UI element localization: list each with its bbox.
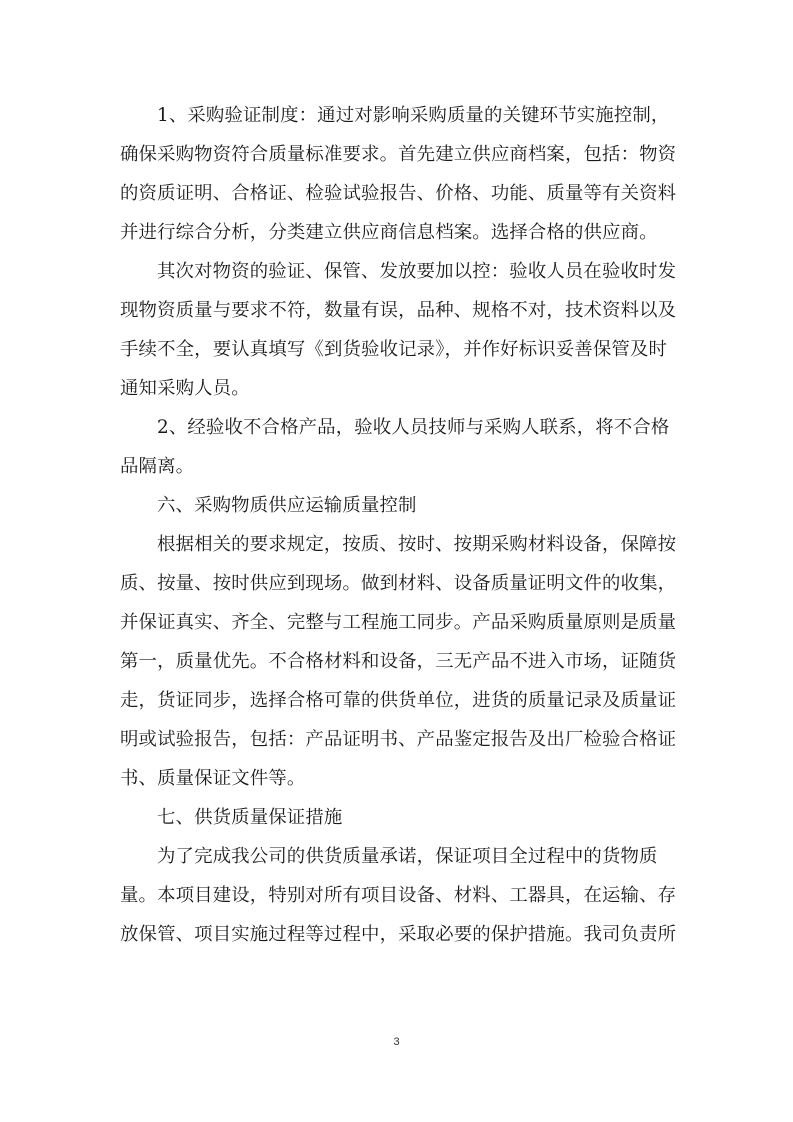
text-line: 质、按量、按时供应到现场。做到材料、设备质量证明文件的收集， — [120, 573, 677, 594]
text-line: 书、质量保证文件等。 — [120, 768, 306, 789]
text-line: 2、经验收不合格产品，验收人员技师与采购人联系，将不合格 — [157, 417, 670, 438]
section-heading: 七、供货质量保证措施 — [157, 807, 343, 828]
text-line: 第一，质量优先。不合格材料和设备，三无产品不进入市场，证随货 — [120, 651, 677, 672]
text-line: 手续不全，要认真填写《到货验收记录》，并作好标识妥善保管及时 — [120, 339, 668, 360]
text-line: 量。本项目建设，特别对所有项目设备、材料、工器具，在运输、存 — [120, 885, 677, 906]
document-body — [120, 96, 675, 954]
text-line: 的资质证明、合格证、检验试验报告、价格、功能、质量等有关资料 — [120, 183, 677, 204]
text-line: 品隔离。 — [120, 456, 195, 477]
text-line: 明或试验报告，包括：产品证明书、产品鉴定报告及出厂检验合格证 — [120, 729, 677, 750]
text-line: 通知采购人员。 — [120, 378, 250, 399]
page-number: 3 — [393, 1036, 400, 1048]
text-line: 现物资质量与要求不符，数量有误，品种、规格不对，技术资料以及 — [120, 300, 677, 321]
text-line: 为了完成我公司的供货质量承诺，保证项目全过程中的货物质 — [157, 846, 658, 867]
text-line: 并保证真实、齐全、完整与工程施工同步。产品采购质量原则是质量 — [120, 612, 677, 633]
text-line: 并进行综合分析，分类建立供应商信息档案。选择合格的供应商。 — [120, 222, 658, 243]
text-line: 走，货证同步，选择合格可靠的供货单位，进货的质量记录及质量证 — [120, 690, 677, 711]
text-line: 1、采购验证制度：通过对影响采购质量的关键环节实施控制， — [157, 105, 670, 126]
section-heading: 六、采购物质供应运输质量控制 — [157, 495, 417, 516]
text-line: 确保采购物资符合质量标准要求。首先建立供应商档案，包括：物资 — [120, 144, 677, 165]
text-line: 其次对物资的验证、保管、发放要加以控：验收人员在验收时发 — [157, 261, 677, 282]
text-line: 根据相关的要求规定，按质、按时、按期采购材料设备，保障按 — [157, 534, 677, 555]
text-line: 放保管、项目实施过程等过程中，采取必要的保护措施。我司负责所 — [120, 924, 677, 945]
